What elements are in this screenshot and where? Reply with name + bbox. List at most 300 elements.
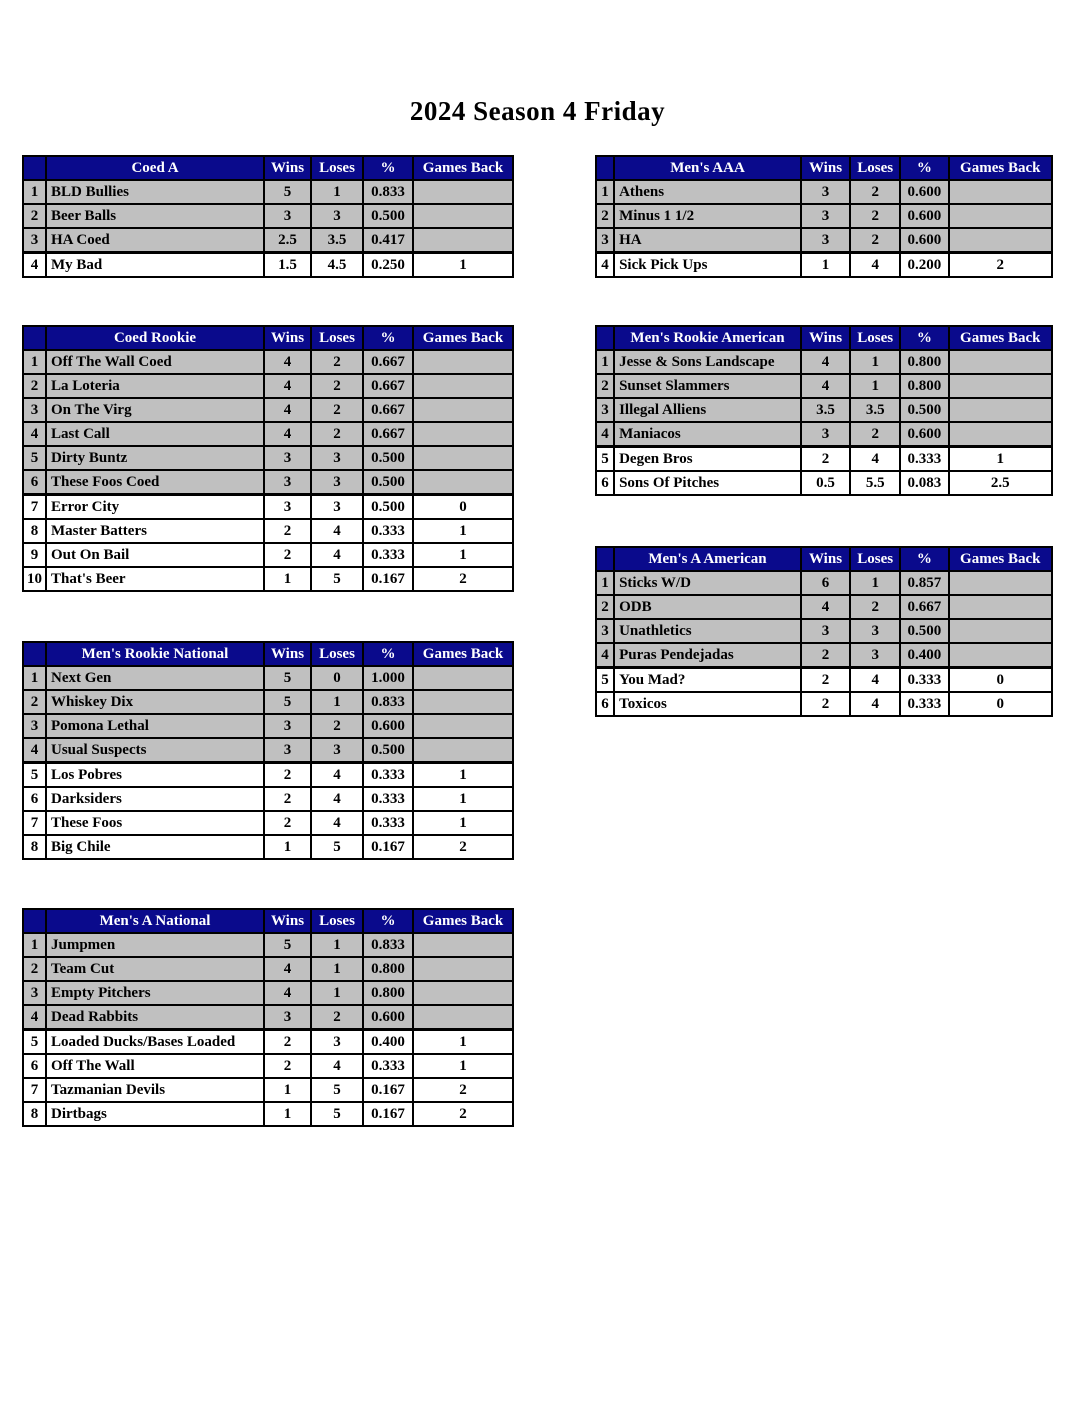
rank-cell: 5 [596, 447, 614, 472]
standings-table-coed-a [22, 155, 512, 278]
team-name-cell: Loaded Ducks/Bases Loaded [46, 1030, 264, 1055]
rank-column-header [23, 909, 46, 933]
pct-cell: 0.333 [900, 668, 948, 693]
column-header-games-back: Games Back [413, 909, 513, 933]
pct-cell: 0.167 [363, 567, 413, 591]
games-back-cell: 2.5 [949, 471, 1052, 495]
loses-cell: 5.5 [850, 471, 900, 495]
rank-cell: 7 [23, 495, 46, 520]
table-row [596, 668, 1052, 693]
games-back-cell [413, 714, 513, 738]
games-back-cell [413, 422, 513, 446]
rank-column-header [23, 642, 46, 666]
team-name-cell: Whiskey Dix [46, 690, 264, 714]
games-back-cell [413, 981, 513, 1005]
team-name-cell: You Mad? [614, 668, 801, 693]
column-header-wins: Wins [264, 909, 311, 933]
table-row [596, 253, 1052, 278]
pct-cell: 0.667 [363, 374, 413, 398]
loses-cell: 1 [311, 981, 363, 1005]
rank-cell: 8 [23, 835, 46, 859]
team-name-cell: BLD Bullies [46, 180, 264, 204]
rank-cell: 6 [596, 692, 614, 716]
table-row [23, 204, 513, 228]
games-back-cell [413, 933, 513, 957]
pct-cell: 0.333 [900, 692, 948, 716]
rank-cell: 3 [23, 714, 46, 738]
loses-cell: 0 [311, 666, 363, 690]
header-row [23, 156, 513, 180]
rank-cell: 1 [23, 180, 46, 204]
rank-cell: 4 [23, 1005, 46, 1030]
table-row [23, 1078, 513, 1102]
wins-cell: 2 [264, 787, 311, 811]
header-row [596, 156, 1052, 180]
team-name-cell: La Loteria [46, 374, 264, 398]
table-row [596, 350, 1052, 374]
wins-cell: 1 [264, 1078, 311, 1102]
wins-cell: 3 [801, 228, 850, 253]
header-row [596, 547, 1052, 571]
games-back-cell: 1 [413, 253, 513, 278]
wins-cell: 3 [264, 1005, 311, 1030]
rank-cell: 3 [23, 398, 46, 422]
games-back-cell [413, 180, 513, 204]
page-title: 2024 Season 4 Friday [409, 96, 666, 126]
pct-cell: 0.250 [363, 253, 413, 278]
column-header-loses: Loses [311, 642, 363, 666]
wins-cell: 4 [264, 398, 311, 422]
games-back-cell [949, 595, 1052, 619]
column-header-games-back: Games Back [413, 156, 513, 180]
table-row [596, 471, 1052, 495]
column-header-pct: % [900, 547, 948, 571]
loses-cell: 4 [311, 763, 363, 788]
pct-cell: 0.333 [363, 543, 413, 567]
pct-cell: 0.833 [363, 180, 413, 204]
pct-cell: 0.333 [363, 763, 413, 788]
team-name-cell: Sticks W/D [614, 571, 801, 595]
column-header-wins: Wins [801, 156, 850, 180]
pct-cell: 0.667 [363, 350, 413, 374]
loses-cell: 4 [311, 519, 363, 543]
loses-cell: 5 [311, 1102, 363, 1126]
rank-cell: 5 [23, 1030, 46, 1055]
pct-cell: 0.667 [363, 398, 413, 422]
team-name-cell: ODB [614, 595, 801, 619]
standings-table [22, 641, 514, 860]
loses-cell: 3 [311, 738, 363, 763]
table-row [596, 692, 1052, 716]
wins-cell: 2 [264, 519, 311, 543]
column-header-pct: % [900, 156, 948, 180]
table-row [23, 787, 513, 811]
wins-cell: 3.5 [801, 398, 850, 422]
table-row [23, 470, 513, 495]
loses-cell: 5 [311, 567, 363, 591]
loses-cell: 2 [850, 204, 900, 228]
wins-cell: 5 [264, 690, 311, 714]
wins-cell: 3 [801, 619, 850, 643]
table-row [23, 1005, 513, 1030]
loses-cell: 2 [311, 1005, 363, 1030]
pct-cell: 0.333 [363, 787, 413, 811]
pct-cell: 0.333 [363, 811, 413, 835]
rank-cell: 1 [23, 666, 46, 690]
rank-cell: 1 [23, 933, 46, 957]
wins-cell: 3 [264, 495, 311, 520]
pct-cell: 0.600 [900, 228, 948, 253]
column-header-wins: Wins [801, 326, 850, 350]
rank-column-header [596, 326, 614, 350]
games-back-cell [949, 350, 1052, 374]
games-back-cell [413, 690, 513, 714]
team-name-cell: My Bad [46, 253, 264, 278]
table-row [596, 619, 1052, 643]
table-row [596, 643, 1052, 668]
pct-cell: 0.417 [363, 228, 413, 253]
games-back-cell [949, 619, 1052, 643]
team-name-cell: HA Coed [46, 228, 264, 253]
pct-cell: 1.000 [363, 666, 413, 690]
loses-cell: 4 [311, 787, 363, 811]
team-name-cell: Beer Balls [46, 204, 264, 228]
column-header-pct: % [363, 326, 413, 350]
loses-cell: 4 [850, 668, 900, 693]
division-name-header: Coed Rookie [46, 326, 264, 350]
table-row [23, 350, 513, 374]
games-back-cell [949, 204, 1052, 228]
rank-cell: 2 [596, 204, 614, 228]
column-header-games-back: Games Back [413, 642, 513, 666]
team-name-cell: Unathletics [614, 619, 801, 643]
pct-cell: 0.333 [900, 447, 948, 472]
table-row [23, 835, 513, 859]
rank-cell: 4 [596, 253, 614, 278]
team-name-cell: Next Gen [46, 666, 264, 690]
division-name-header: Men's Rookie National [46, 642, 264, 666]
rank-cell: 2 [596, 595, 614, 619]
column-header-wins: Wins [264, 156, 311, 180]
column-header-pct: % [363, 642, 413, 666]
games-back-cell [949, 571, 1052, 595]
loses-cell: 3 [850, 619, 900, 643]
column-header-games-back: Games Back [949, 547, 1052, 571]
pct-cell: 0.500 [900, 619, 948, 643]
games-back-cell [413, 446, 513, 470]
games-back-cell [413, 350, 513, 374]
rank-cell: 6 [23, 1054, 46, 1078]
column-header-wins: Wins [264, 326, 311, 350]
team-name-cell: Out On Bail [46, 543, 264, 567]
table-row [23, 446, 513, 470]
loses-cell: 2 [311, 714, 363, 738]
wins-cell: 3 [801, 422, 850, 447]
loses-cell: 4 [311, 811, 363, 835]
standings-table-coed-rookie [22, 325, 512, 592]
column-header-wins: Wins [264, 642, 311, 666]
table-row [23, 1102, 513, 1126]
division-name-header: Men's Rookie American [614, 326, 801, 350]
rank-cell: 8 [23, 519, 46, 543]
pct-cell: 0.667 [363, 422, 413, 446]
column-header-wins: Wins [801, 547, 850, 571]
rank-cell: 3 [23, 981, 46, 1005]
wins-cell: 4 [264, 350, 311, 374]
team-name-cell: Empty Pitchers [46, 981, 264, 1005]
loses-cell: 1 [311, 957, 363, 981]
loses-cell: 5 [311, 835, 363, 859]
team-name-cell: Team Cut [46, 957, 264, 981]
team-name-cell: Darksiders [46, 787, 264, 811]
pct-cell: 0.800 [363, 957, 413, 981]
loses-cell: 2 [850, 595, 900, 619]
wins-cell: 2 [264, 543, 311, 567]
games-back-cell: 2 [413, 1102, 513, 1126]
loses-cell: 2 [311, 398, 363, 422]
team-name-cell: These Foos [46, 811, 264, 835]
loses-cell: 4 [311, 1054, 363, 1078]
division-name-header: Men's A National [46, 909, 264, 933]
header-row [23, 909, 513, 933]
pct-cell: 0.800 [900, 374, 948, 398]
loses-cell: 3.5 [850, 398, 900, 422]
rank-cell: 6 [596, 471, 614, 495]
table-row [596, 447, 1052, 472]
games-back-cell [949, 422, 1052, 447]
games-back-cell [413, 957, 513, 981]
team-name-cell: These Foos Coed [46, 470, 264, 495]
team-name-cell: Error City [46, 495, 264, 520]
pct-cell: 0.600 [900, 422, 948, 447]
loses-cell: 3 [850, 643, 900, 668]
table-row [23, 253, 513, 278]
table-row [23, 714, 513, 738]
rank-cell: 4 [23, 738, 46, 763]
rank-cell: 4 [596, 643, 614, 668]
division-name-header: Men's A American [614, 547, 801, 571]
games-back-cell [413, 666, 513, 690]
pct-cell: 0.800 [900, 350, 948, 374]
team-name-cell: Sick Pick Ups [614, 253, 801, 278]
team-name-cell: Puras Pendejadas [614, 643, 801, 668]
column-header-loses: Loses [850, 156, 900, 180]
loses-cell: 1 [311, 690, 363, 714]
pct-cell: 0.833 [363, 690, 413, 714]
pct-cell: 0.500 [900, 398, 948, 422]
wins-cell: 2 [801, 668, 850, 693]
rank-column-header [23, 156, 46, 180]
games-back-cell [949, 180, 1052, 204]
column-header-loses: Loses [850, 326, 900, 350]
column-header-loses: Loses [311, 156, 363, 180]
games-back-cell: 2 [949, 253, 1052, 278]
pct-cell: 0.600 [363, 714, 413, 738]
rank-cell: 3 [596, 228, 614, 253]
pct-cell: 0.167 [363, 1078, 413, 1102]
rank-cell: 1 [23, 350, 46, 374]
table-row [23, 180, 513, 204]
team-name-cell: Dirtbags [46, 1102, 264, 1126]
loses-cell: 1 [850, 350, 900, 374]
rank-column-header [596, 156, 614, 180]
team-name-cell: Big Chile [46, 835, 264, 859]
rank-cell: 5 [23, 763, 46, 788]
wins-cell: 1 [801, 253, 850, 278]
games-back-cell: 1 [413, 1030, 513, 1055]
loses-cell: 1 [850, 571, 900, 595]
wins-cell: 4 [264, 957, 311, 981]
games-back-cell: 1 [949, 447, 1052, 472]
wins-cell: 2 [264, 811, 311, 835]
column-header-games-back: Games Back [949, 326, 1052, 350]
rank-cell: 3 [596, 398, 614, 422]
rank-cell: 2 [23, 204, 46, 228]
table-row [596, 374, 1052, 398]
team-name-cell: Los Pobres [46, 763, 264, 788]
wins-cell: 2 [264, 1054, 311, 1078]
header-row [23, 642, 513, 666]
team-name-cell: Sunset Slammers [614, 374, 801, 398]
pct-cell: 0.800 [363, 981, 413, 1005]
team-name-cell: Pomona Lethal [46, 714, 264, 738]
wins-cell: 2 [264, 763, 311, 788]
pct-cell: 0.200 [900, 253, 948, 278]
team-name-cell: Tazmanian Devils [46, 1078, 264, 1102]
standings-table [22, 908, 514, 1127]
team-name-cell: Athens [614, 180, 801, 204]
rank-cell: 6 [23, 787, 46, 811]
loses-cell: 5 [311, 1078, 363, 1102]
column-header-games-back: Games Back [949, 156, 1052, 180]
loses-cell: 3 [311, 204, 363, 228]
column-header-games-back: Games Back [413, 326, 513, 350]
loses-cell: 1 [311, 180, 363, 204]
rank-cell: 7 [23, 1078, 46, 1102]
rank-cell: 5 [23, 446, 46, 470]
pct-cell: 0.667 [900, 595, 948, 619]
standings-table-mens-a-national [22, 908, 512, 1127]
wins-cell: 2 [264, 1030, 311, 1055]
wins-cell: 5 [264, 666, 311, 690]
games-back-cell: 2 [413, 1078, 513, 1102]
team-name-cell: Maniacos [614, 422, 801, 447]
wins-cell: 4 [801, 350, 850, 374]
loses-cell: 2 [850, 228, 900, 253]
pct-cell: 0.500 [363, 446, 413, 470]
rank-cell: 1 [596, 571, 614, 595]
wins-cell: 2 [801, 692, 850, 716]
pct-cell: 0.083 [900, 471, 948, 495]
games-back-cell: 0 [949, 692, 1052, 716]
loses-cell: 2 [311, 422, 363, 446]
wins-cell: 3 [264, 446, 311, 470]
column-header-pct: % [363, 156, 413, 180]
games-back-cell: 1 [413, 763, 513, 788]
games-back-cell: 1 [413, 811, 513, 835]
rank-cell: 3 [596, 619, 614, 643]
standings-table [595, 155, 1053, 278]
table-row [23, 228, 513, 253]
loses-cell: 3 [311, 446, 363, 470]
games-back-cell [413, 228, 513, 253]
wins-cell: 1 [264, 1102, 311, 1126]
wins-cell: 5 [264, 933, 311, 957]
column-header-pct: % [900, 326, 948, 350]
loses-cell: 2 [311, 374, 363, 398]
loses-cell: 4 [311, 543, 363, 567]
wins-cell: 3 [264, 714, 311, 738]
rank-cell: 2 [596, 374, 614, 398]
pct-cell: 0.500 [363, 495, 413, 520]
pct-cell: 0.500 [363, 738, 413, 763]
loses-cell: 1 [850, 374, 900, 398]
pct-cell: 0.600 [363, 1005, 413, 1030]
wins-cell: 1 [264, 835, 311, 859]
pct-cell: 0.333 [363, 519, 413, 543]
wins-cell: 2 [801, 643, 850, 668]
table-row [596, 595, 1052, 619]
team-name-cell: Degen Bros [614, 447, 801, 472]
table-row [596, 571, 1052, 595]
loses-cell: 3 [311, 1030, 363, 1055]
loses-cell: 2 [850, 180, 900, 204]
rank-cell: 1 [596, 350, 614, 374]
loses-cell: 3 [311, 470, 363, 495]
team-name-cell: Illegal Alliens [614, 398, 801, 422]
games-back-cell: 1 [413, 543, 513, 567]
rank-cell: 9 [23, 543, 46, 567]
table-row [23, 422, 513, 446]
pct-cell: 0.600 [900, 204, 948, 228]
wins-cell: 3 [264, 738, 311, 763]
games-back-cell [413, 738, 513, 763]
rank-cell: 1 [596, 180, 614, 204]
games-back-cell: 0 [413, 495, 513, 520]
standings-table [22, 155, 514, 278]
loses-cell: 1 [311, 933, 363, 957]
table-row [23, 738, 513, 763]
wins-cell: 4 [801, 374, 850, 398]
games-back-cell: 1 [413, 787, 513, 811]
rank-cell: 4 [596, 422, 614, 447]
standings-table [22, 325, 514, 592]
header-row [23, 326, 513, 350]
column-header-loses: Loses [311, 326, 363, 350]
table-row [596, 398, 1052, 422]
rank-cell: 8 [23, 1102, 46, 1126]
standings-table-mens-aaa [595, 155, 1053, 278]
wins-cell: 4 [801, 595, 850, 619]
wins-cell: 0.5 [801, 471, 850, 495]
games-back-cell [949, 374, 1052, 398]
wins-cell: 2.5 [264, 228, 311, 253]
games-back-cell: 1 [413, 519, 513, 543]
column-header-loses: Loses [311, 909, 363, 933]
team-name-cell: Minus 1 1/2 [614, 204, 801, 228]
games-back-cell: 1 [413, 1054, 513, 1078]
team-name-cell: Sons Of Pitches [614, 471, 801, 495]
team-name-cell: Jesse & Sons Landscape [614, 350, 801, 374]
pct-cell: 0.600 [900, 180, 948, 204]
wins-cell: 1 [264, 567, 311, 591]
team-name-cell: Toxicos [614, 692, 801, 716]
team-name-cell: Off The Wall Coed [46, 350, 264, 374]
loses-cell: 2 [850, 422, 900, 447]
loses-cell: 4 [850, 692, 900, 716]
rank-cell: 10 [23, 567, 46, 591]
games-back-cell: 0 [949, 668, 1052, 693]
